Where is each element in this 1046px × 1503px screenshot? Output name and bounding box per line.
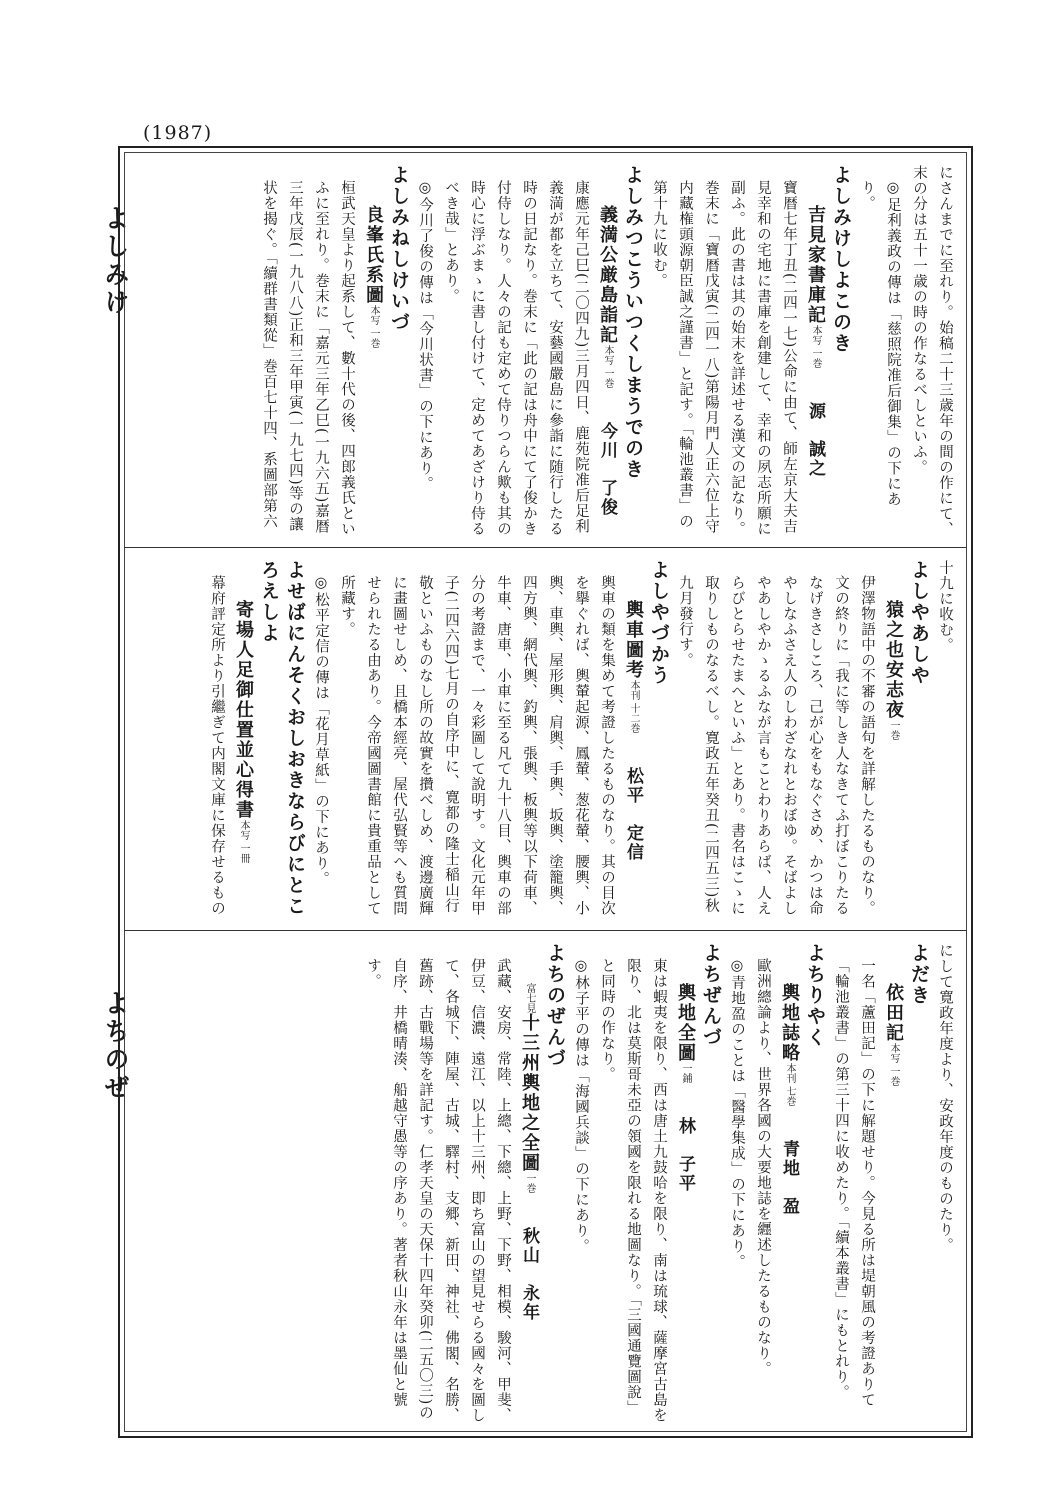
entry-body: 伊澤物語中の不審の語句を詳解したるものなり。文の終りに「我に等しき人なきてふ打ぼこりたるなげきさしころ、己が心をもなぐさめ、かつは命やしなふさえ人のしわざなれとおぼゆ。そばよしやあしやかゝるふなが言もことわりあらば、人えらびとらせたまへといふ」とあり。書名はこゝに取りしものなるべし。寛政五年癸丑(二四五三)秋九月發行す。: [677, 574, 875, 916]
entry-headword: よちりやく: [804, 943, 826, 1048]
entry-headword: よちぜんづ: [700, 943, 722, 1048]
entry-title: [620, 560, 646, 922]
continuation-text: にして寛政年度より、安政年度のものたり。: [937, 943, 953, 1253]
entry-body: 桓武天皇より起系して、數十代の後、四郎義氏といふに至れり。巻末に「嘉元三年乙巳(一九六五)嘉暦三年戊辰(一九八八)正和三年甲寅(一九七四)等の讓状を揭ぐ。「續群書類從」巻百七十四、系圖部第六: [261, 179, 355, 536]
volume-info: 一巻: [888, 719, 899, 740]
note: ◎青地盈のことは「醫學集成」の下にあり。: [729, 957, 745, 1269]
entry-title: [230, 560, 256, 922]
continuation-text: にさんまでに至れり。始稿二十三歳年の間の作にて、末の分は五十一歳の時の作なるべしといふ。: [911, 165, 953, 537]
title-text: 輿地誌略: [779, 982, 800, 1063]
side-header-bottom: よちのぜ: [101, 990, 130, 1102]
entry-title: [776, 943, 802, 1423]
note: ◎足利義政の傳は「慈照院准后御集」の下にあり。: [859, 179, 901, 507]
title-text: 義満公厳島詣記: [597, 204, 618, 345]
entry-title: [360, 165, 386, 537]
entry-title: [880, 560, 906, 922]
volume-info: 本写 一巻: [368, 304, 379, 348]
entry-headword: よしやづかう: [648, 560, 670, 686]
entry-title: [516, 943, 542, 1423]
entry-title: [672, 943, 698, 1423]
entry-body: 康應元年己巳(二〇四九)三月四日、鹿苑院准后足利義満が都を立ちて、安藝國嚴島に參詣に随行したる時の日記なり。巻末に「此の記は舟中にて了俊かき付侍しなり。人々の記も定めて侍りつらん歟も其の時心に浮ぶまゝに書し付けて、定めてあざけり侍るべき哉」とあり。: [443, 179, 589, 536]
volume-info: 本写 一巻: [888, 1042, 899, 1086]
tier-divider-2: [124, 930, 967, 931]
tier-middle: [140, 560, 958, 922]
author: 青地 盈: [779, 1139, 799, 1216]
entry-body: 幕府評定所より引繼ぎて内閣文庫に保存せるもの: [209, 574, 225, 916]
author: 松平 定信: [623, 766, 643, 862]
title-text: 寄場人足御仕置並心得書: [233, 599, 254, 820]
page-number: (1987): [143, 122, 213, 144]
note: ◎松平定信の傳は「花月草紙」の下にあり。: [313, 574, 329, 886]
entry-body: 輿車の類を集めて考證したるものなり。其の目次を擧ぐれば、輿輦起源、鳳輦、葱花輦、腰輿、小輿、車輿、屋形輿、肩輿、手輿、坂輿、塗籠輿、四方輿、網代輿、釣輿、張輿、板輿等以下荷車、牛車、唐車、小車に至る凡て九十八目、輿車の部分の考證まで、一々彩圖して說明す。文化元年甲子(二四六四)七月の自序中に、寛都の隆士稲山行敬といふものなし所の故實を攢べしめ、渡邊廣輝に畫圖せしめ、且橋本經亮、屋代弘賢等へも質問せられたる由あり。今帝國圖書館に貴重品として所藏す。: [339, 574, 615, 916]
volume-info: 一鋪: [680, 1062, 691, 1083]
entry-headword: よしみけしよこのき: [830, 165, 852, 354]
tier-divider-1: [124, 547, 967, 548]
volume-info: 本写 一冊: [238, 819, 249, 863]
entry-headword: よしみつこういつくしまうでのき: [622, 165, 644, 480]
tier-top: [140, 165, 958, 537]
volume-info: 一巻: [524, 1172, 535, 1193]
volume-info: 本写 一巻: [602, 344, 613, 388]
title-text: 十三州輿地之全圖: [519, 1012, 540, 1173]
volume-info: 富七見: [524, 982, 535, 1013]
note: ◎林子平の傳は「海國兵談」の下にあり。: [573, 957, 589, 1254]
author: 今川 了俊: [597, 421, 617, 517]
entry-title: [880, 943, 906, 1423]
title-text: 輿車圖考: [623, 599, 644, 680]
entry-headword: よしみねしけいづ: [388, 165, 410, 333]
author: 源 誠之: [805, 401, 825, 478]
note: ◎今川了俊の傳は「今川状書」の下にあり。: [417, 179, 433, 491]
side-header-top: よしみけ: [101, 205, 130, 317]
entry-body: 寶暦七年丁丑(二四一七)公命に由て、師左京大夫吉見幸和の宅地に書庫を創建して、幸和の夙志所願に副ふ。此の書は其の始末を詳述せる漢文の記なり。巻末に「寶暦戊寅(二四一八)第陽月門人正六位上守内藏権頭源朝臣誠之謹書」と記す。「輪池叢書」の第十九に收む。: [651, 179, 797, 536]
volume-info: 本写 一巻: [810, 324, 821, 368]
entry-title: [594, 165, 620, 537]
continuation-text: 十九に收む。: [937, 560, 953, 653]
tier-bottom: [140, 943, 958, 1423]
volume-info: 本刊 十二巻: [628, 679, 639, 733]
title-text: 依田記: [883, 982, 904, 1043]
entry-headword: よせばにんそくおしおきならびにところえしよ: [258, 560, 306, 917]
title-text: 猿之也安志夜: [883, 599, 904, 720]
entry-headword: よしやあしや: [908, 560, 930, 686]
entry-body: 一名「蘆田記」の下に解題せり。今見る所は堤朝風の考證ありて「輪池叢書」の第三十四に收めたり。「續本叢書」にもとれり。: [833, 957, 875, 1407]
entry-title: [802, 165, 828, 537]
author: 秋山 永年: [519, 1226, 539, 1322]
entry-body: 歐洲總論より、世界各國の大要地誌を纒述したるものなり。: [755, 957, 771, 1376]
title-text: 輿地全圖: [675, 982, 696, 1063]
title-text: 吉見家書庫記: [805, 204, 826, 325]
title-text: 良峯氏系圖: [363, 204, 384, 305]
author: 林 子平: [675, 1116, 695, 1193]
entry-headword: よだき: [908, 943, 930, 1006]
entry-body: 武藏、安房、常陸、上總、下總、上野、下野、相模、駿河、甲斐、伊豆、信濃、遠江、以上十三州、即ち富山の望見せらる國々を圖して、各城下、陣屋、古城、驛村、支郷、新田、神社、佛閣、名勝、舊跡、古戰場等を詳記す。仁孝天皇の天保十四年癸卯(二五〇三)の自序、井橋晴湊、船越守愚等の序あり。著者秋山永年は墨仙と號す。: [365, 957, 511, 1423]
volume-info: 本刊 七巻: [784, 1062, 795, 1106]
entry-body: 東は蝦夷を限り、西は唐土九鼓哈を限り、南は琉球、薩摩宮古島を限り、北は莫斯哥未亞の領國を限れる地圖なり。「三國通覽圖說」と同時の作なり。: [599, 957, 667, 1423]
entry-headword: よちのぜんづ: [544, 943, 566, 1069]
